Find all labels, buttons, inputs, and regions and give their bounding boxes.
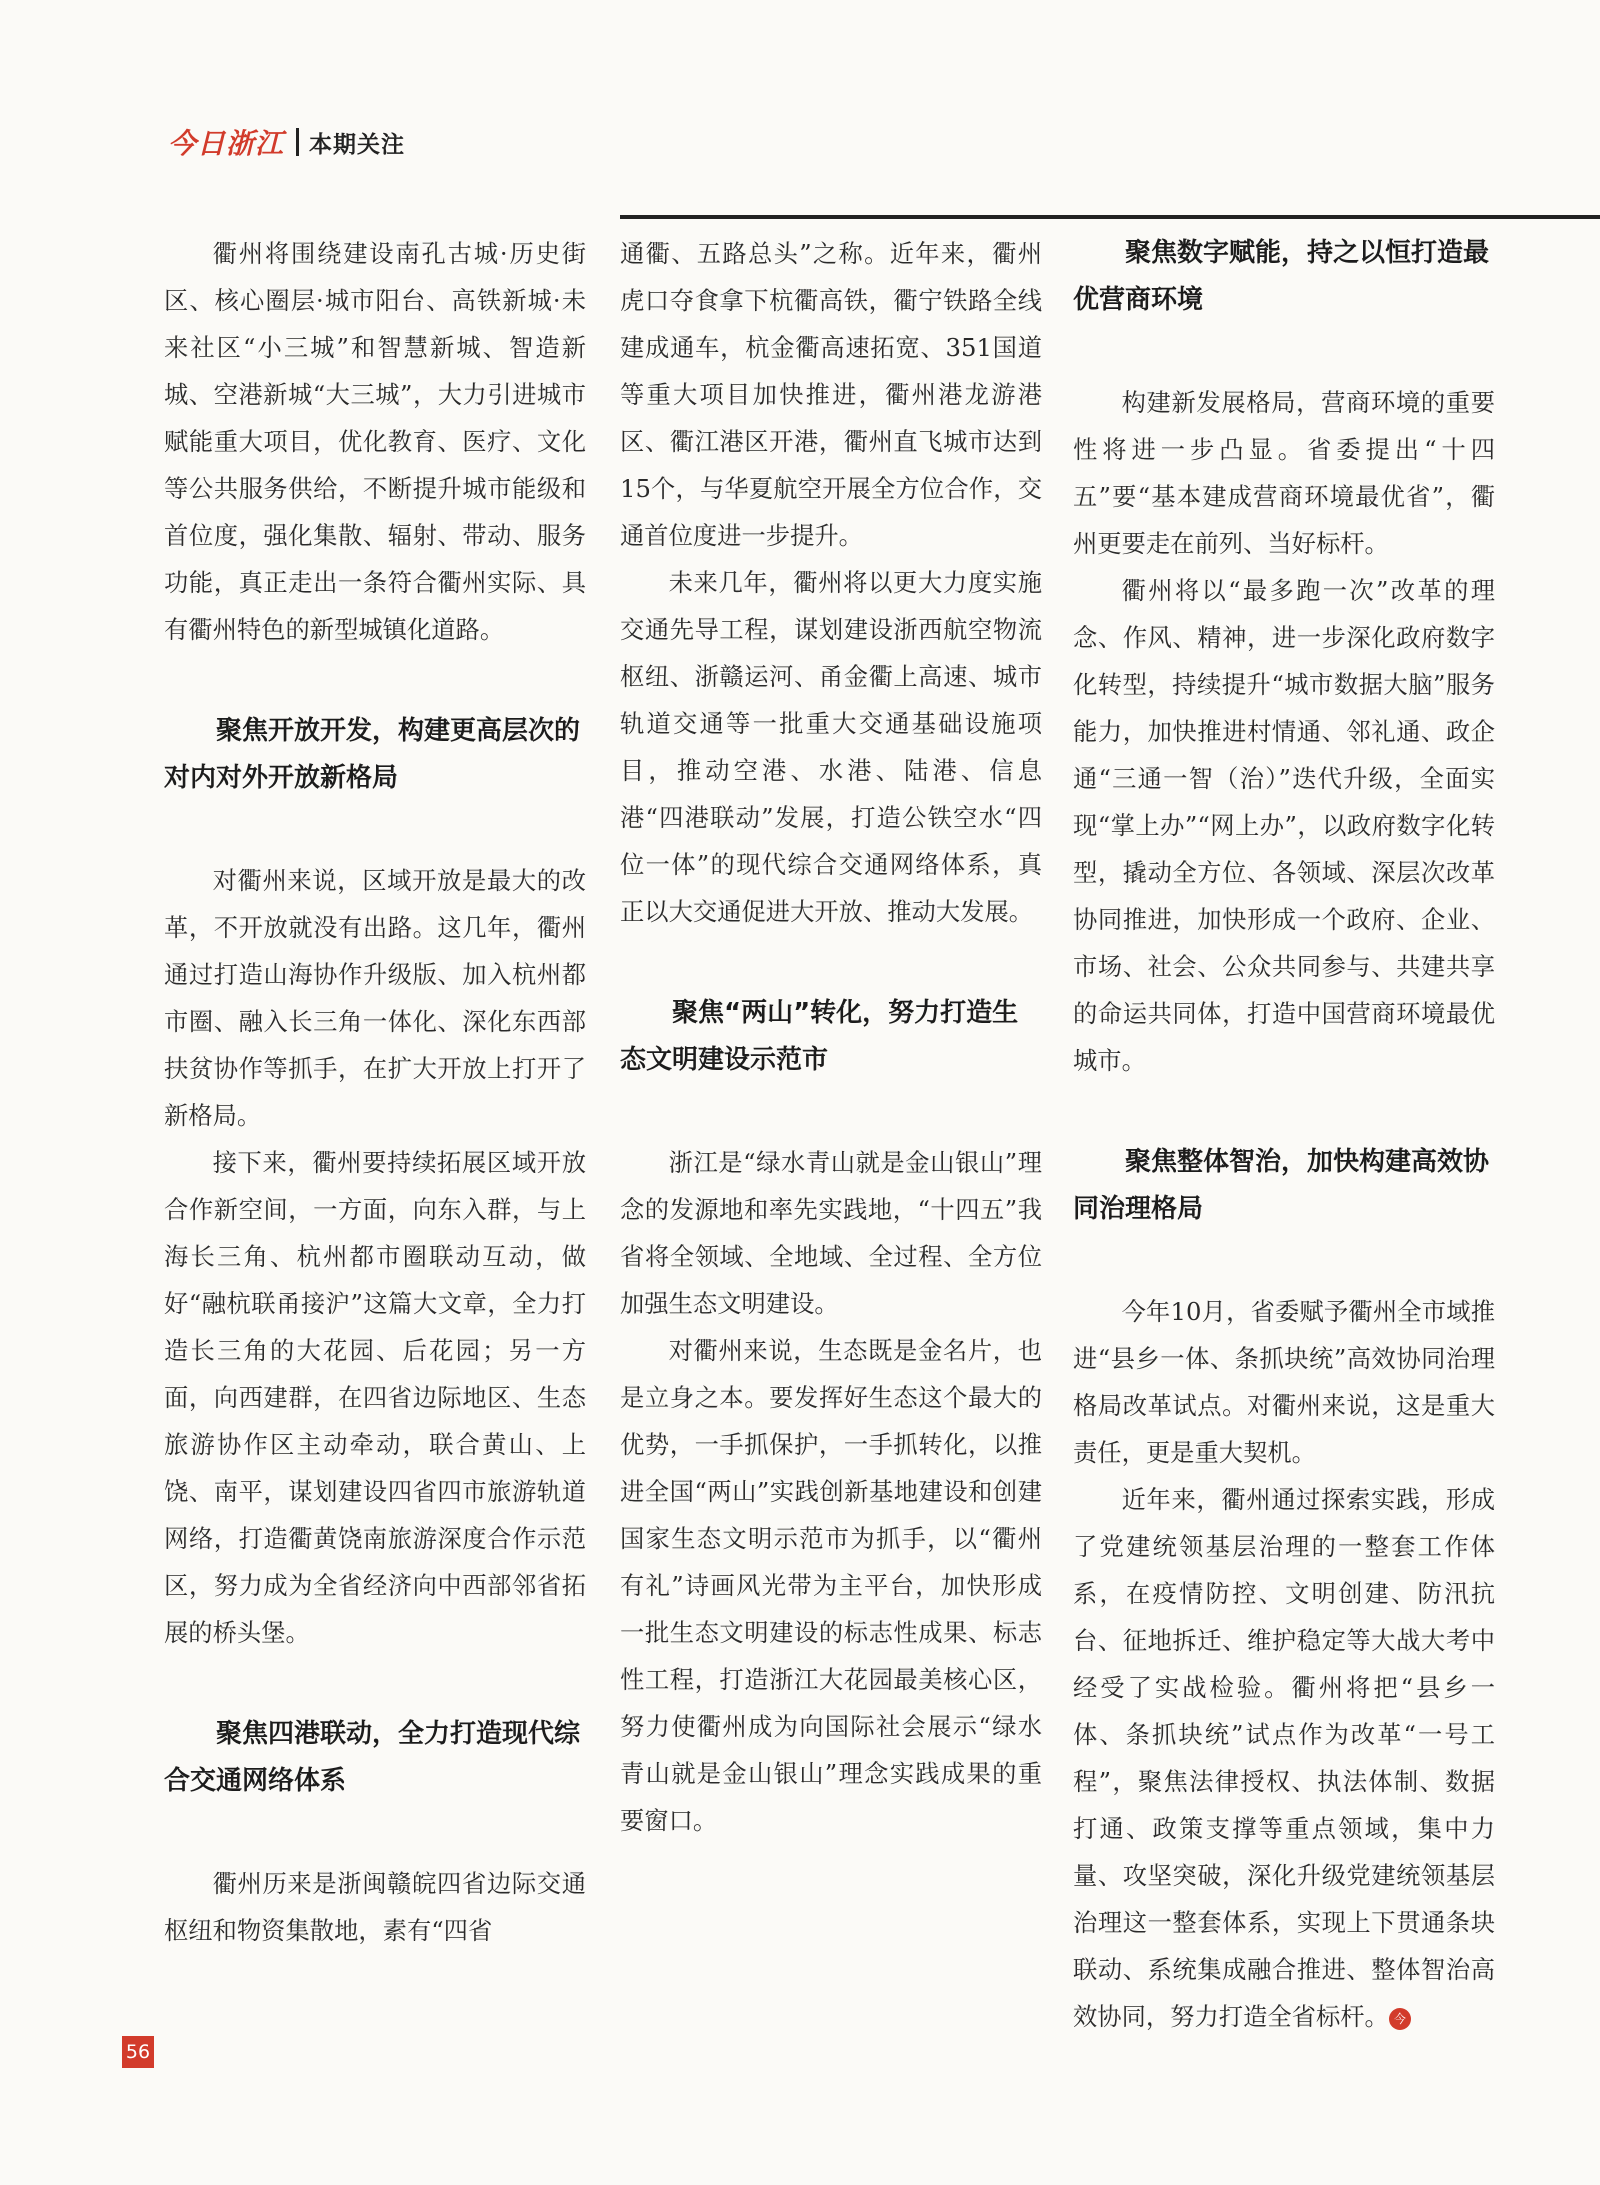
paragraph: 构建新发展格局，营商环境的重要性将进一步凸显。省委提出“十四五”要“基本建成营商环境最优省”，衢州更要走在前列、当好标杆。 xyxy=(1073,388,1495,558)
column-2 xyxy=(620,230,1042,1844)
page-header xyxy=(168,122,405,162)
section-heading: 聚焦四港联动，全力打造现代综合交通网络体系 xyxy=(164,1719,581,1796)
top-rule xyxy=(620,215,1600,219)
paragraph: 衢州历来是浙闽赣皖四省边际交通枢纽和物资集散地，素有“四省 xyxy=(164,1869,586,1945)
section-title: 本期关注 xyxy=(309,131,406,158)
section-heading: 聚焦开放开发，构建更高层次的对内对外开放新格局 xyxy=(164,716,581,793)
end-mark-icon: 今 xyxy=(1389,2008,1411,2030)
column-1 xyxy=(164,230,586,1954)
paragraph xyxy=(1073,1476,1495,2040)
paragraph: 今年10月，省委赋予衢州全市域推进“县乡一体、条抓块统”高效协同治理格局改革试点。对衢州来说，这是重大责任，更是重大契机。 xyxy=(1073,1297,1495,1467)
paragraph: 衢州将以“最多跑一次”改革的理念、作风、精神，进一步深化政府数字化转型，持续提升“城市数据大脑”服务能力，加快推进村情通、邻礼通、政企通“三通一智（治）”迭代升级，全面实现“掌上办”“网上办”，以政府数字化转型，撬动全方位、各领域、深层次改革协同推进，加快形成一个政府、企业、市场、社会、公众共同参与、共建共享的命运共同体，打造中国营商环境最优城市。 xyxy=(1073,576,1495,1075)
section-heading: 聚焦数字赋能，持之以恒打造最优营商环境 xyxy=(1073,238,1490,315)
paragraph: 接下来，衢州要持续拓展区域开放合作新空间，一方面，向东入群，与上海长三角、杭州都市圈联动互动，做好“融杭联甬接沪”这篇大文章，全力打造长三角的大花园、后花园；另一方面，向西建群，在四省边际地区、生态旅游协作区主动牵动，联合黄山、上饶、南平，谋划建设四省四市旅游轨道网络，打造衢黄饶南旅游深度合作示范区，努力成为全省经济向中西部邻省拓展的桥头堡。 xyxy=(164,1148,586,1647)
paragraph-text: 近年来，衢州通过探索实践，形成了党建统领基层治理的一整套工作体系，在疫情防控、文明创建、防汛抗台、征地拆迁、维护稳定等大战大考中经受了实战检验。衢州将把“县乡一体、条抓块统”试点作为改革“一号工程”，聚焦法律授权、执法体制、数据打通、政策支撑等重点领域，集中力量、攻坚突破，深化升级党建统领基层治理这一整套体系，实现上下贯通条块联动、系统集成融合推进、整体智治高效协同，努力打造全省标杆。 xyxy=(1073,1485,1495,2031)
paragraph: 衢州将围绕建设南孔古城·历史街区、核心圈层·城市阳台、高铁新城·未来社区“小三城”和智慧新城、智造新城、空港新城“大三城”，大力引进城市赋能重大项目，优化教育、医疗、文化等公共服务供给，不断提升城市能级和首位度，强化集散、辐射、带动、服务功能，真正走出一条符合衢州实际、具有衢州特色的新型城镇化道路。 xyxy=(164,239,586,644)
section-heading: 聚焦“两山”转化，努力打造生态文明建设示范市 xyxy=(620,998,1019,1075)
magazine-logo: 今日浙江 xyxy=(168,127,285,160)
paragraph: 未来几年，衢州将以更大力度实施交通先导工程，谋划建设浙西航空物流枢纽、浙赣运河、甬金衢上高速、城市轨道交通等一批重大交通基础设施项目，推动空港、水港、陆港、信息港“四港联动”发展，打造公铁空水“四位一体”的现代综合交通网络体系，真正以大交通促进大开放、推动大发展。 xyxy=(620,568,1042,926)
section-heading: 聚焦整体智治，加快构建高效协同治理格局 xyxy=(1073,1147,1490,1224)
paragraph: 通衢、五路总头”之称。近年来，衢州虎口夺食拿下杭衢高铁，衢宁铁路全线建成通车，杭金衢高速拓宽、351国道等重大项目加快推进，衢州港龙游港区、衢江港区开港，衢州直飞城市达到15个，与华夏航空开展全方位合作，交通首位度进一步提升。 xyxy=(620,239,1042,550)
paragraph: 对衢州来说，区域开放是最大的改革，不开放就没有出路。这几年，衢州通过打造山海协作升级版、加入杭州都市圈、融入长三角一体化、深化东西部扶贫协作等抓手，在扩大开放上打开了新格局。 xyxy=(164,866,586,1130)
paragraph: 对衢州来说，生态既是金名片，也是立身之本。要发挥好生态这个最大的优势，一手抓保护，一手抓转化，以推进全国“两山”实践创新基地建设和创建国家生态文明示范市为抓手，以“衢州有礼”诗画风光带为主平台，加快形成一批生态文明建设的标志性成果、标志性工程，打造浙江大花园最美核心区，努力使衢州成为向国际社会展示“绿水青山就是金山银山”理念实践成果的重要窗口。 xyxy=(620,1336,1042,1835)
header-divider xyxy=(296,128,299,156)
page-number: 56 xyxy=(122,2036,154,2068)
paragraph: 浙江是“绿水青山就是金山银山”理念的发源地和率先实践地，“十四五”我省将全领域、全地域、全过程、全方位加强生态文明建设。 xyxy=(620,1148,1042,1318)
column-3 xyxy=(1073,230,1495,2040)
